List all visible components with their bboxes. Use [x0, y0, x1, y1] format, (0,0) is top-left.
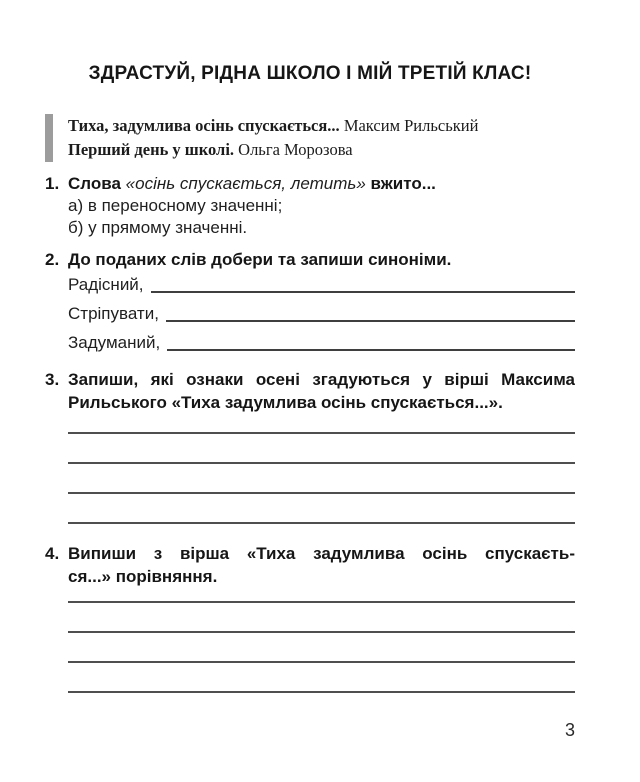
synonym-row: [68, 296, 575, 325]
task-1-option-b: б) у прямому значенні.: [68, 218, 248, 237]
synonym-word: Стріпувати,: [68, 304, 159, 323]
answer-blank-line: [68, 663, 575, 693]
synonym-word: Радісний,: [68, 275, 144, 294]
epigraph-block: [45, 114, 575, 162]
task-1-prompt-tail: вжито...: [370, 174, 436, 193]
epigraph-entry: [68, 114, 575, 138]
answer-blank-line: [166, 320, 575, 322]
answer-blank-line: [68, 434, 575, 464]
answer-blank-line: [167, 349, 575, 351]
epigraph-author: Ольга Морозова: [238, 140, 353, 159]
task-4-answer-area: [68, 573, 575, 693]
synonym-row: [68, 325, 575, 354]
epigraph-entry: [68, 138, 575, 162]
synonym-word: Задуманий,: [68, 333, 161, 352]
task-3-answer-area: [68, 404, 575, 524]
page-number: 3: [564, 720, 575, 740]
task-1-prompt: [68, 173, 575, 195]
epigraph-work-title: Перший день у школі.: [68, 140, 235, 159]
synonym-row: [68, 267, 575, 296]
task-1-option-a: а) в переносному значенні;: [68, 196, 283, 215]
task-2-number: 2.: [45, 250, 60, 269]
task-1: [45, 173, 575, 239]
task-3-prompt-line2: Рильського «Тиха задумлива осінь спускається...».: [68, 393, 503, 412]
task-1-number: 1.: [45, 174, 60, 193]
task-2: [45, 249, 575, 354]
answer-blank-line: [151, 291, 575, 293]
task-2-prompt: До поданих слів добери та запиши синоніми.: [68, 250, 452, 269]
answer-blank-line: [68, 494, 575, 524]
task-4-prompt-line1: Випиши з вірша «Тиха задумлива осінь спускаєть-: [68, 544, 575, 563]
task-3-number: 3.: [45, 370, 60, 389]
task-3: [45, 368, 575, 524]
task-4: [45, 542, 575, 693]
task-4-number: 4.: [45, 544, 60, 563]
task-3-prompt-line1: Запиши, які ознаки осені згадуються у вірші Максима: [68, 370, 575, 389]
epigraph-work-title: Тиха, задумлива осінь спускається...: [68, 116, 340, 135]
task-4-prompt-line2: ся...» порівняння.: [68, 567, 218, 586]
task-1-prompt-quote: «осінь спускається, летить»: [125, 174, 366, 193]
answer-blank-line: [68, 633, 575, 663]
epigraph-author: Максим Рильський: [343, 116, 479, 135]
page-title: ЗДРАСТУЙ, РІДНА ШКОЛО І МІЙ ТРЕТІЙ КЛАС!: [88, 63, 532, 84]
answer-blank-line: [68, 603, 575, 633]
task-1-prompt-lead: Слова: [68, 174, 121, 193]
answer-blank-line: [68, 464, 575, 494]
